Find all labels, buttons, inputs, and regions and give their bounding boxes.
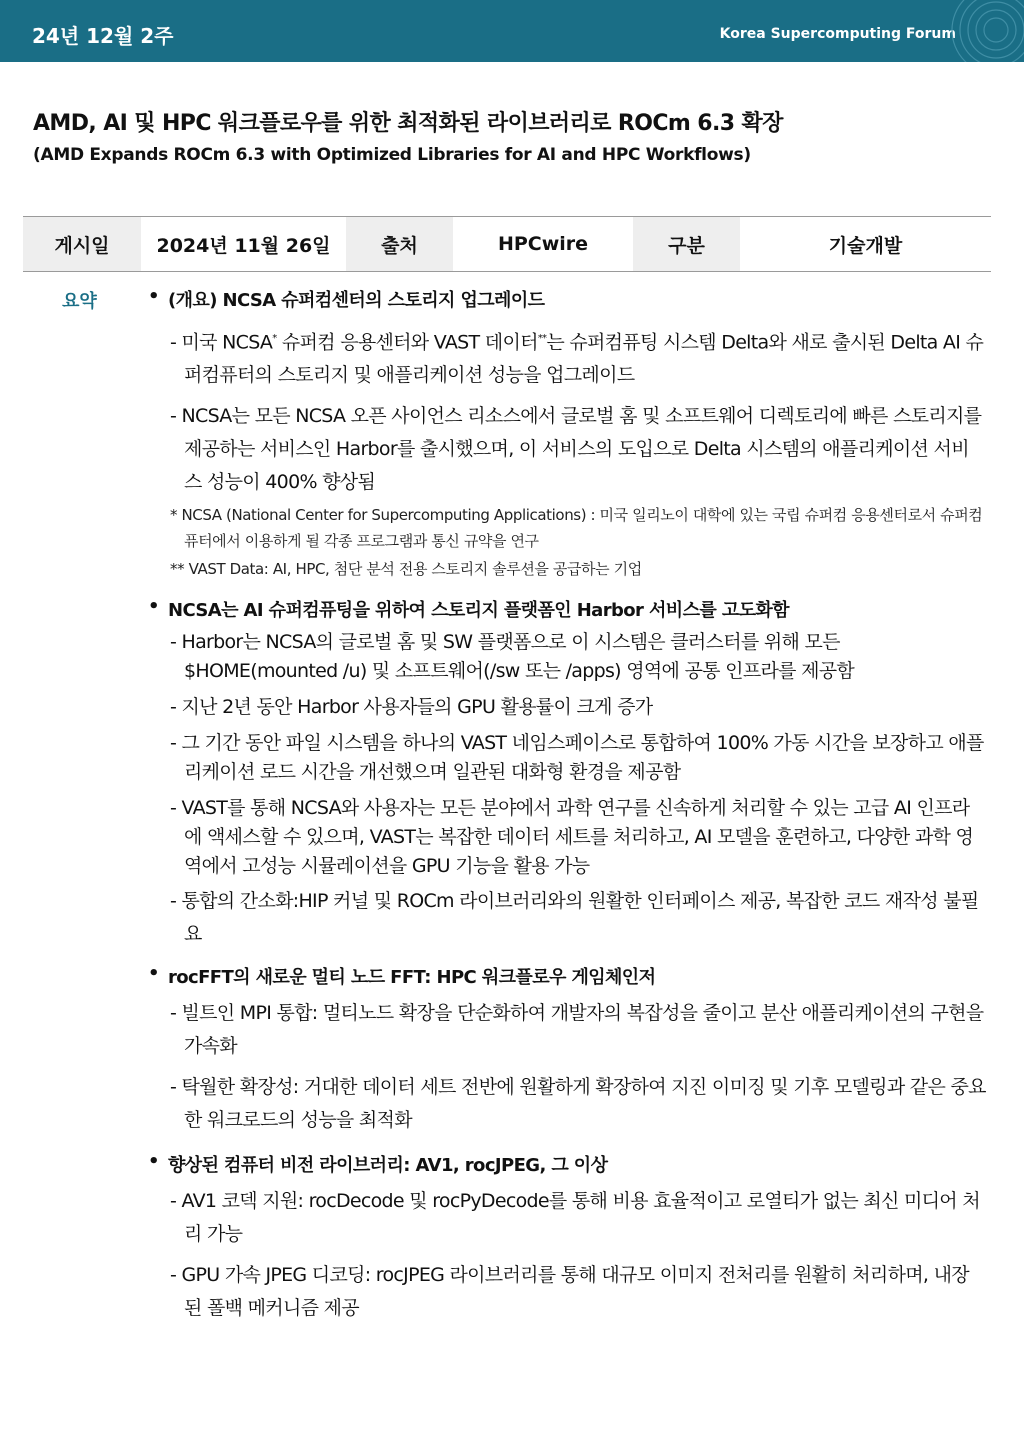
article-title-korean: AMD, AI 및 HPC 워크플로우를 위한 최적화된 라이브러리로 ROCm 6.3 확장 (33, 111, 783, 136)
summary-content (146, 286, 986, 1325)
source-label: 출처 (346, 217, 453, 271)
source-value: HPCwire (497, 233, 589, 255)
list-item: - 통합의 간소화:HIP 커널 및 ROCm 라이브러리와의 원활한 인터페이스 제공, 복잡한 코드 재작성 불필요 (170, 890, 979, 946)
footnote-ncsa: * NCSA (National Center for Supercomputing Applications) : 미국 일리노이 대학에 있는 국립 슈퍼컴 응용센터로서 슈퍼컴퓨터에서 이용하게 될 각종 프로그램과 통신 규약을 연구 (170, 506, 983, 551)
list-item: - 미국 NCSA* 슈퍼컴 응용센터와 VAST 데이터**는 슈퍼컴퓨팅 시스템 Delta와 새로 출시된 Delta AI 슈퍼컴퓨터의 스토리지 및 애플리케이션 성능을 업그레이드 (170, 331, 984, 387)
footnote-vast: ** VAST Data: AI, HPC, 첨단 분석 전용 스토리지 솔루션을 공급하는 기업 (170, 560, 642, 579)
category-value: 기술개발 (828, 234, 903, 257)
section-title-harbor: • NCSA는 AI 슈퍼컴퓨팅을 위하여 스토리지 플랫폼인 Harbor 서비스를 고도화함 (146, 596, 986, 622)
list-item: - 탁월한 확장성: 거대한 데이터 세트 전반에 원활하게 확장하여 지진 이미징 및 기후 모델링과 같은 중요한 워크로드의 성능을 최적화 (170, 1076, 986, 1132)
issue-week: 24년 12월 2주 (32, 24, 174, 48)
header-bar (0, 0, 1024, 62)
article-title-english: (AMD Expands ROCm 6.3 with Optimized Libraries for AI and HPC Workflows) (33, 145, 751, 165)
list-item: - 지난 2년 동안 Harbor 사용자들의 GPU 활용률이 크게 증가 (170, 696, 653, 719)
fingerprint-decoration-icon (934, 0, 1024, 62)
section-title-ncsa-storage: • (개요) NCSA 슈퍼컴센터의 스토리지 업그레이드 (146, 286, 986, 312)
posted-date: 2024년 11월 26일 (156, 234, 331, 257)
list-item: - 그 기간 동안 파일 시스템을 하나의 VAST 네임스페이스로 통합하여 100% 가동 시간을 보장하고 애플리케이션 로드 시간을 개선했으며 일관된 대화형 환경을 제공함 (170, 732, 984, 784)
forum-name: Korea Supercomputing Forum (719, 26, 956, 42)
meta-table (23, 216, 991, 272)
posted-label: 게시일 (23, 217, 141, 271)
list-item: - NCSA는 모든 NCSA 오픈 사이언스 리소스에서 글로벌 홈 및 소프트웨어 디렉토리에 빠른 스토리지를 제공하는 서비스인 Harbor를 출시했으며, 이 서비스의 도입으로 Delta 시스템의 애플리케이션 서비스 성능이 400% 향상됨 (170, 405, 982, 494)
list-item: - 빌트인 MPI 통합: 멀티노드 확장을 단순화하여 개발자의 복잡성을 줄이고 분산 애플리케이션의 구현을 가속화 (170, 1002, 984, 1058)
section-title-rocfft: • rocFFT의 새로운 멀티 노드 FFT: HPC 워크플로우 게임체인저 (146, 963, 986, 989)
list-item: - Harbor는 NCSA의 글로벌 홈 및 SW 플랫폼으로 이 시스템은 클러스터를 위해 모든 $HOME(mounted /u) 및 소프트웨어(/sw 또는 /apps) 영역에 공통 인프라를 제공함 (170, 631, 855, 683)
list-item: - AV1 코덱 지원: rocDecode 및 rocPyDecode를 통해 비용 효율적이고 로열티가 없는 최신 미디어 처리 가능 (170, 1190, 980, 1246)
list-item: - GPU 가속 JPEG 디코딩: rocJPEG 라이브러리를 통해 대규모 이미지 전처리를 원활히 처리하며, 내장된 폴백 메커니즘 제공 (170, 1264, 969, 1320)
summary-label: 요약 (62, 291, 97, 312)
category-label: 구분 (633, 217, 740, 271)
list-item: - VAST를 통해 NCSA와 사용자는 모든 분야에서 과학 연구를 신속하게 처리할 수 있는 고급 AI 인프라에 액세스할 수 있으며, VAST는 복잡한 데이터 세트를 처리하고, AI 모델을 훈련하고, 다양한 과학 영역에서 고성능 시뮬레이션을 GPU 기능을 활용 가능 (170, 797, 974, 878)
section-title-computer-vision: • 향상된 컴퓨터 비전 라이브러리: AV1, rocJPEG, 그 이상 (146, 1151, 986, 1177)
